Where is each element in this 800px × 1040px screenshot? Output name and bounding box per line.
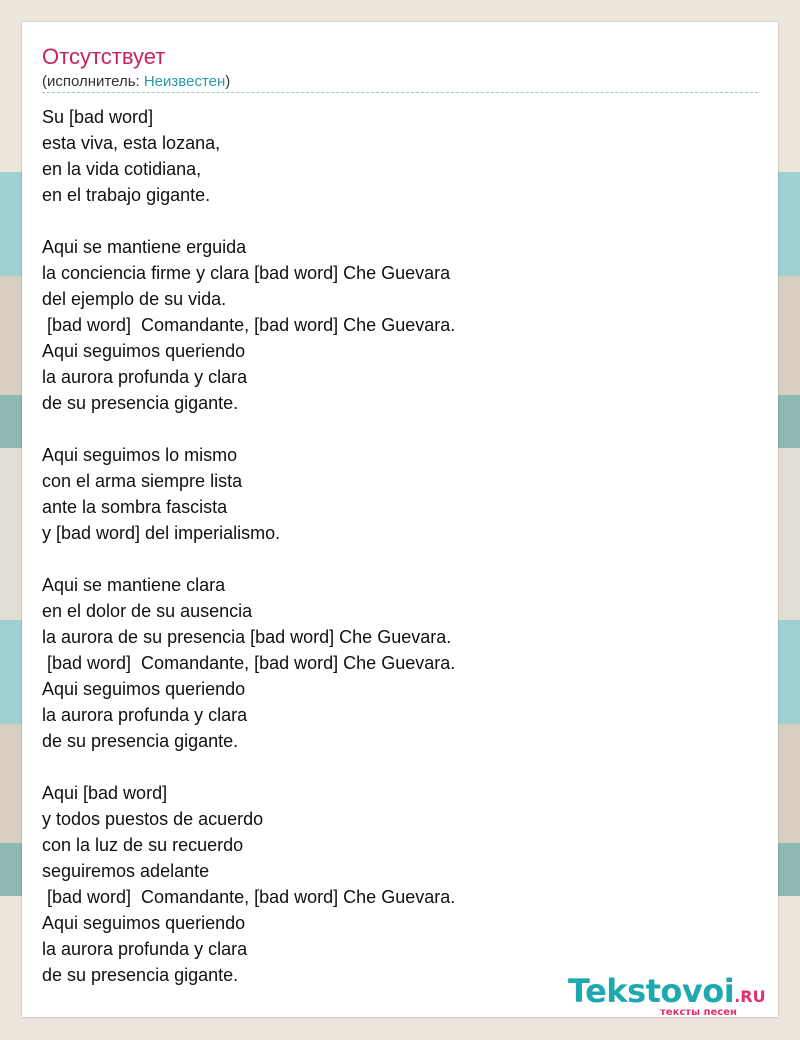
song-title: Отсутствует [42, 44, 166, 69]
lyric-line: Aqui se mantiene clara [42, 575, 226, 595]
lyric-line: la aurora profunda y clara [42, 705, 248, 725]
lyric-line: de su presencia gigante. [42, 731, 239, 751]
artist-suffix: ) [225, 73, 231, 90]
title-divider [42, 92, 758, 93]
lyric-line: [bad word] Comandante, [bad word] Che Guevara. [42, 315, 456, 335]
lyric-line: esta viva, esta lozana, [42, 133, 221, 153]
lyrics-text [42, 104, 455, 988]
lyric-line: la aurora de su presencia [bad word] Che Guevara. [42, 627, 452, 647]
lyric-line: y [bad word] del imperialismo. [42, 523, 281, 543]
lyric-line: Aqui [bad word] [42, 783, 168, 803]
lyric-line: del ejemplo de su vida. [42, 289, 227, 309]
lyric-line: Aqui seguimos queriendo [42, 679, 246, 699]
lyric-line: en el dolor de su ausencia [42, 601, 253, 621]
stanza-gap [42, 208, 455, 234]
artist-link[interactable]: Неизвестен [143, 73, 226, 90]
artist-prefix: (исполнитель: [42, 73, 144, 90]
lyric-line: con el arma siempre lista [42, 471, 243, 491]
stanza-gap [42, 754, 455, 780]
lyric-line: [bad word] Comandante, [bad word] Che Guevara. [42, 653, 456, 673]
logo-tld: .RU [734, 987, 766, 1006]
lyric-line: Aqui seguimos lo mismo [42, 445, 238, 465]
lyric-line: la conciencia firme y clara [bad word] Che Guevara [42, 263, 451, 283]
stanza-gap [42, 416, 455, 442]
lyrics-card [22, 22, 778, 1017]
lyric-line: en el trabajo gigante. [42, 185, 211, 205]
lyric-line: con la luz de su recuerdo [42, 835, 244, 855]
lyric-line: de su presencia gigante. [42, 965, 239, 985]
logo-tagline: тексты песен [660, 1007, 737, 1018]
lyric-line: la aurora profunda y clara [42, 939, 248, 959]
lyric-line: ante la sombra fascista [42, 497, 228, 517]
lyric-line: [bad word] Comandante, [bad word] Che Guevara. [42, 887, 456, 907]
lyric-line: Su [bad word] [42, 107, 154, 127]
lyric-line: seguiremos adelante [42, 861, 210, 881]
stanza-gap [42, 546, 455, 572]
artist-line [42, 72, 230, 92]
lyric-line: Aqui seguimos queriendo [42, 341, 246, 361]
lyric-line: de su presencia gigante. [42, 393, 239, 413]
lyric-line: la aurora profunda y clara [42, 367, 248, 387]
lyric-line: Aqui se mantiene erguida [42, 237, 247, 257]
lyric-line: Aqui seguimos queriendo [42, 913, 246, 933]
lyric-line: y todos puestos de acuerdo [42, 809, 264, 829]
lyric-line: en la vida cotidiana, [42, 159, 202, 179]
logo-name: Tekstovoi [568, 972, 735, 1010]
site-logo[interactable] [568, 972, 766, 1018]
